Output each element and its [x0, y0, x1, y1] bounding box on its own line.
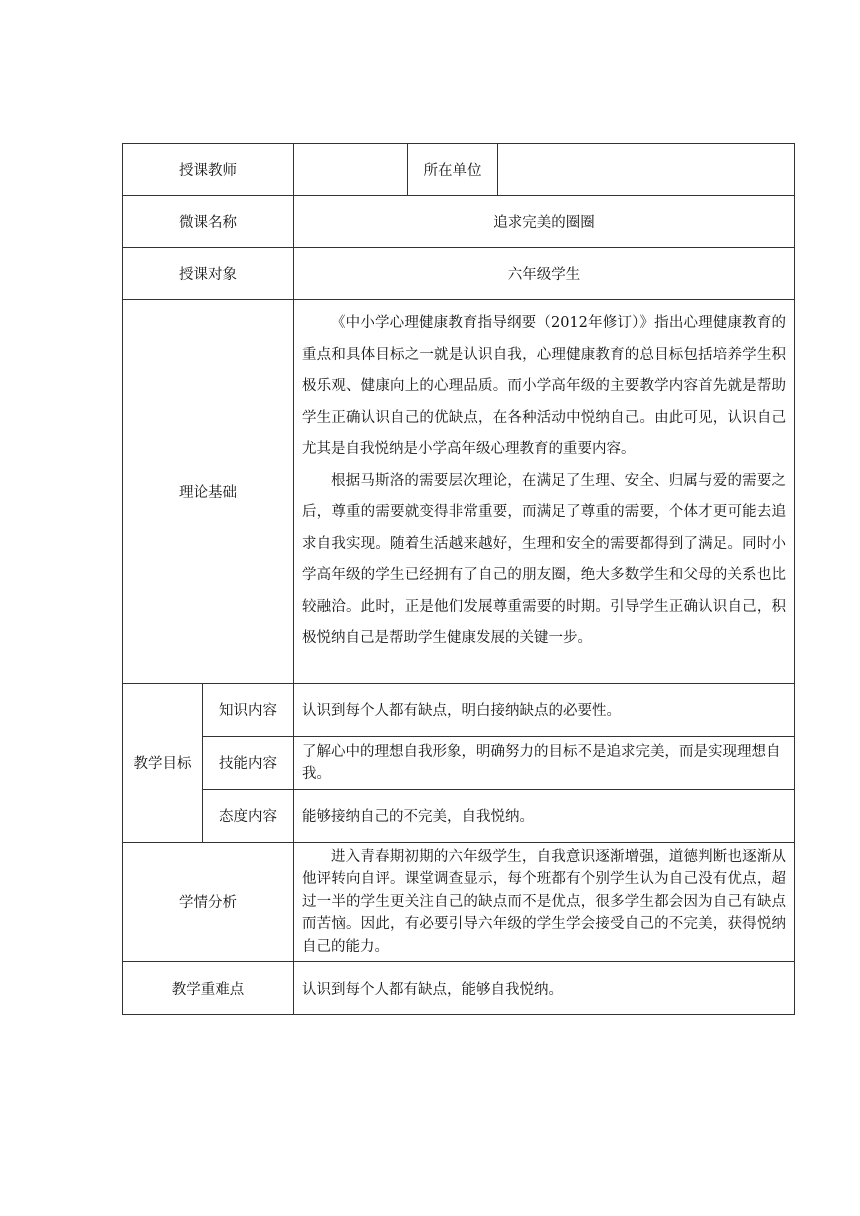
keypoints-row	[123, 962, 795, 1015]
audience-row	[123, 248, 795, 300]
knowledge-row	[123, 683, 795, 736]
course-label: 微课名称	[123, 196, 294, 248]
theory-content	[294, 300, 795, 684]
theory-label: 理论基础	[123, 300, 294, 684]
attitude-value: 能够接纳自己的不完美，自我悦纳。	[294, 789, 795, 842]
course-value: 追求完美的圈圈	[294, 196, 795, 248]
knowledge-label: 知识内容	[203, 683, 294, 736]
skill-row	[123, 736, 795, 789]
audience-value: 六年级学生	[294, 248, 795, 300]
unit-label: 所在单位	[408, 144, 498, 196]
theory-paragraph-2: 根据马斯洛的需要层次理论，在满足了生理、安全、归属与爱的需要之后，尊重的需要就变得非常重要，而满足了尊重的需要，个体才更可能去追求自我实现。随着生活越来越好，生理和安全的需要都得到了满足。同时小学高年级的学生已经拥有了自己的朋友圈，绝大多数学生和父母的关系也比较融洽。此时，正是他们发展尊重需要的时期。引导学生正确认识自己，积极悦纳自己是帮助学生健康发展的关键一步。	[302, 472, 786, 646]
lesson-plan-table	[122, 143, 795, 1015]
keypoints-label: 教学重难点	[123, 962, 294, 1015]
teacher-row	[123, 144, 795, 196]
goals-label: 教学目标	[123, 683, 203, 842]
unit-value	[498, 144, 795, 196]
attitude-row	[123, 789, 795, 842]
teacher-value	[294, 144, 408, 196]
skill-value: 了解心中的理想自我形象，明确努力的目标不是追求完美，而是实现理想自我。	[294, 736, 795, 789]
analysis-label: 学情分析	[123, 842, 294, 962]
analysis-content	[294, 842, 795, 962]
course-row	[123, 196, 795, 248]
teacher-label: 授课教师	[123, 144, 294, 196]
audience-label: 授课对象	[123, 248, 294, 300]
skill-label: 技能内容	[203, 736, 294, 789]
knowledge-value: 认识到每个人都有缺点，明白接纳缺点的必要性。	[294, 683, 795, 736]
analysis-paragraph: 进入青春期初期的六年级学生，自我意识逐渐增强，道德判断也逐渐从他评转向自评。课堂调查显示，每个班都有个别学生认为自己没有优点，超过一半的学生更关注自己的缺点而不是优点，很多学生都会因为自己有缺点而苦恼。因此，有必要引导六年级的学生学会接受自己的不完美，获得悦纳自己的能力。	[302, 848, 786, 955]
theory-paragraph-1: 《中小学心理健康教育指导纲要（2012年修订）》指出心理健康教育的重点和具体目标之一就是认识自我，心理健康教育的总目标包括培养学生积极乐观、健康向上的心理品质。而小学高年级的主要教学内容首先就是帮助学生正确认识自己的优缺点，在各种活动中悦纳自己。由此可见，认识自己尤其是自我悦纳是小学高年级心理教育的重要内容。	[302, 315, 786, 457]
attitude-label: 态度内容	[203, 789, 294, 842]
keypoints-value: 认识到每个人都有缺点，能够自我悦纳。	[294, 962, 795, 1015]
theory-row	[123, 300, 795, 684]
analysis-row	[123, 842, 795, 962]
